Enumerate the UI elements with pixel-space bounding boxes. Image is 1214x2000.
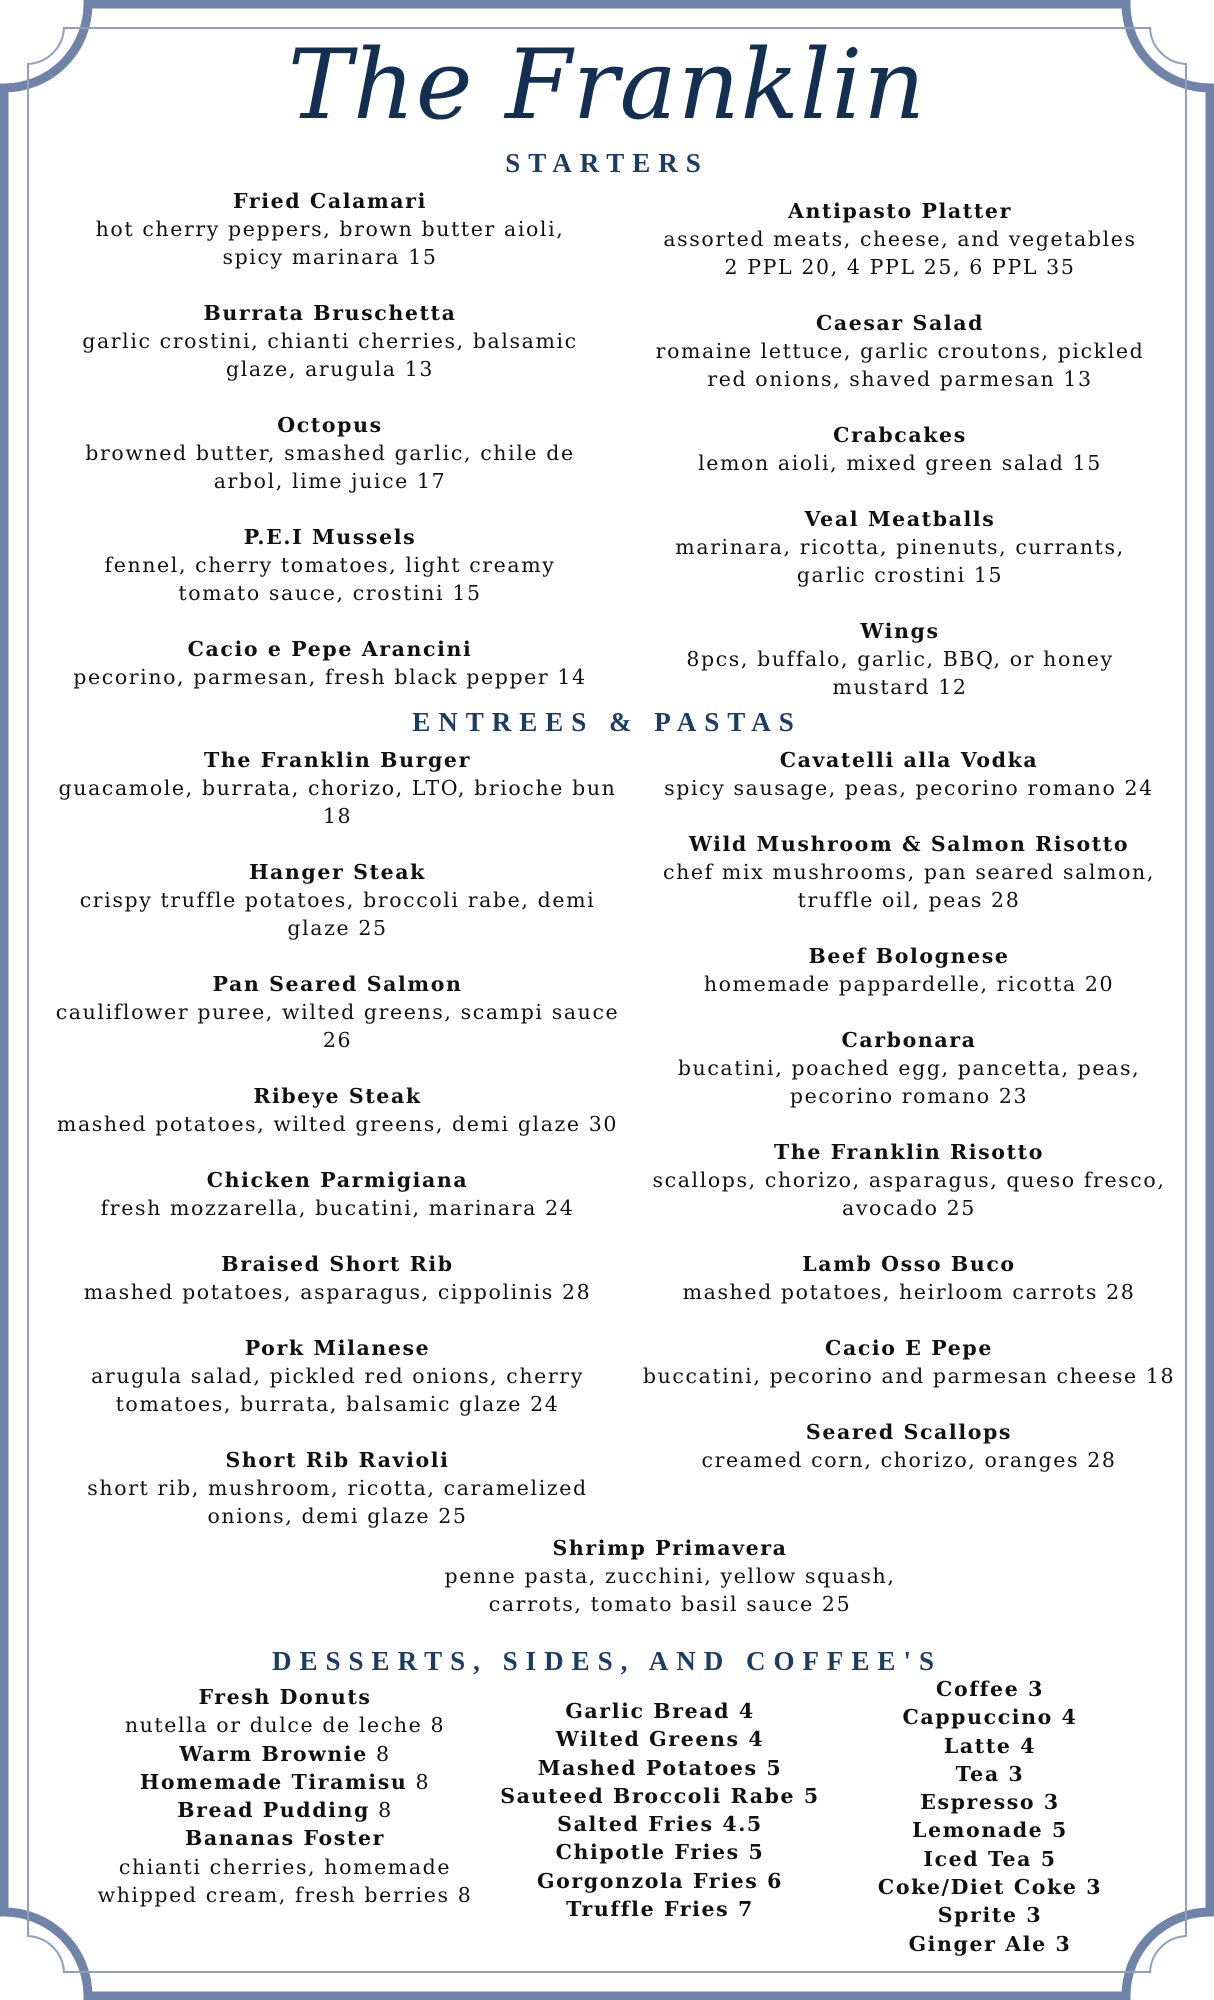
drink-item: Iced Tea 5 — [923, 1846, 1057, 1871]
menu-item — [40, 1166, 635, 1222]
menu-item-name: Hanger Steak — [249, 860, 426, 884]
entree-center — [340, 1534, 1000, 1646]
starters-left-column — [40, 187, 620, 719]
menu-item-name: Carbonara — [841, 1028, 977, 1052]
menu-item-description: homemade pappardelle, ricotta 20 — [703, 972, 1115, 996]
menu-item-name: Shrimp Primavera — [552, 1536, 788, 1560]
menu-item-name: Burrata Bruschetta — [203, 301, 457, 325]
menu-item-name: Beef Bolognese — [808, 944, 1010, 968]
menu-item — [40, 523, 620, 607]
menu-item-description: arugula salad, pickled red onions, cherry — [91, 1364, 584, 1388]
menu-item-description: tomatoes, burrata, balsamic glaze 24 — [115, 1392, 560, 1416]
drink-item: Latte 4 — [943, 1733, 1037, 1758]
menu-item-description: marinara, ricotta, pinenuts, currants, — [675, 535, 1125, 559]
menu-item — [340, 1534, 1000, 1618]
menu-item-name: Pan Seared Salmon — [212, 972, 463, 996]
menu-item-name: Antipasto Platter — [788, 199, 1012, 223]
menu-item — [40, 1082, 635, 1138]
menu-item — [40, 411, 620, 495]
menu-item-description: mustard 12 — [832, 675, 968, 699]
drink-item: Lemonade 5 — [912, 1818, 1068, 1843]
menu-item-name: P.E.I Mussels — [243, 525, 417, 549]
menu-item-name: The Franklin Burger — [204, 748, 471, 772]
side-item: Garlic Bread 4 — [565, 1699, 755, 1723]
menu-item-name: Octopus — [277, 413, 383, 437]
menu-item-description: browned butter, smashed garlic, chile de — [85, 441, 575, 465]
menu-item — [615, 617, 1185, 701]
menu-item-description: red onions, shaved parmesan 13 — [707, 367, 1093, 391]
dessert-line — [70, 1740, 500, 1768]
side-item: Salted Fries 4.5 — [557, 1812, 763, 1837]
dessert-price: 8 — [407, 1769, 431, 1794]
menu-item-description: pecorino, parmesan, fresh black pepper 14 — [73, 665, 587, 689]
dessert-description: nutella or dulce de leche 8 — [124, 1713, 446, 1738]
menu-item — [40, 1250, 635, 1306]
menu-item-description: crispy truffle potatoes, broccoli rabe, demi — [79, 888, 596, 912]
drink-item: Cappuccino 4 — [902, 1705, 1078, 1730]
menu-item-description: fennel, cherry tomatoes, light creamy — [104, 553, 556, 577]
starters-right-column — [615, 197, 1185, 729]
dessert-line — [70, 1683, 500, 1711]
menu-item — [628, 1418, 1190, 1474]
menu-item — [615, 309, 1185, 393]
side-item: Wilted Greens 4 — [555, 1727, 765, 1752]
menu-item — [615, 505, 1185, 589]
dessert-line — [70, 1881, 500, 1909]
menu-item — [40, 970, 635, 1054]
menu-item-description: garlic crostini 15 — [796, 563, 1004, 587]
menu-item — [628, 1250, 1190, 1306]
section-entrees: ENTREES & PASTAS — [412, 707, 802, 737]
menu-item-description: spicy marinara 15 — [222, 245, 438, 269]
menu-item-name: Veal Meatballs — [804, 507, 996, 531]
menu-item-name: The Franklin Risotto — [774, 1140, 1044, 1164]
menu-item-name: Pork Milanese — [244, 1336, 431, 1360]
drink-item: Sprite 3 — [937, 1903, 1043, 1928]
menu-item-name: Short Rib Ravioli — [225, 1448, 450, 1472]
menu-item — [40, 746, 635, 830]
menu-item-name: Fried Calamari — [233, 189, 427, 213]
menu-item — [628, 1138, 1190, 1222]
side-item: Truffle Fries 7 — [566, 1897, 754, 1922]
drink-item: Coke/Diet Coke 3 — [877, 1875, 1103, 1900]
menu-item-description: pecorino romano 23 — [789, 1084, 1029, 1108]
dessert-name: Fresh Donuts — [198, 1685, 372, 1709]
menu-item-description: 8pcs, buffalo, garlic, BBQ, or honey — [686, 647, 1114, 671]
side-item: Gorgonzola Fries 6 — [537, 1868, 783, 1893]
menu-item-description: onions, demi glaze 25 — [207, 1504, 468, 1528]
drink-item: Coffee 3 — [936, 1677, 1044, 1701]
menu-item — [628, 830, 1190, 914]
menu-item — [628, 746, 1190, 802]
restaurant-name: The Franklin — [287, 29, 927, 141]
menu-item-description: truffle oil, peas 28 — [797, 888, 1021, 912]
menu-item-description: 2 PPL 20, 4 PPL 25, 6 PPL 35 — [724, 255, 1076, 279]
drinks-column — [840, 1675, 1140, 1958]
menu-item-description: 18 — [322, 804, 353, 828]
menu-item-name: Wild Mushroom & Salmon Risotto — [688, 832, 1130, 856]
menu-item — [40, 299, 620, 383]
drink-item: Tea 3 — [955, 1761, 1025, 1786]
menu-item-name: Lamb Osso Buco — [802, 1252, 1016, 1276]
dessert-name: Bananas Foster — [184, 1826, 386, 1851]
menu-item — [628, 1026, 1190, 1110]
section-starters: STARTERS — [505, 148, 709, 178]
menu-item-name: Cacio e Pepe Arancini — [187, 637, 473, 661]
menu-item-description: 26 — [322, 1028, 353, 1052]
menu-item-description: spicy sausage, peas, pecorino romano 24 — [664, 776, 1154, 800]
menu-item-description: romaine lettuce, garlic croutons, pickled — [655, 339, 1145, 363]
drink-item: Ginger Ale 3 — [908, 1931, 1072, 1956]
entrees-left-column — [40, 746, 635, 1558]
menu-item — [615, 421, 1185, 477]
menu-item-description: mashed potatoes, asparagus, cippolinis 28 — [83, 1280, 592, 1304]
dessert-price: 8 — [369, 1798, 393, 1823]
dessert-line — [70, 1824, 500, 1852]
menu-item-description: short rib, mushroom, ricotta, caramelized — [87, 1476, 588, 1500]
menu-item-name: Seared Scallops — [805, 1420, 1013, 1444]
entrees-right-column — [628, 746, 1190, 1502]
menu-item-description: garlic crostini, chianti cherries, balsamic — [82, 329, 578, 353]
side-item: Chipotle Fries 5 — [555, 1840, 765, 1865]
menu-item-description: cauliflower puree, wilted greens, scampi sauce — [55, 1000, 620, 1024]
menu-item — [40, 1334, 635, 1418]
menu-item-name: Crabcakes — [833, 423, 967, 447]
menu-item-description: assorted meats, cheese, and vegetables — [663, 227, 1137, 251]
menu-item — [40, 858, 635, 942]
dessert-name: Bread Pudding — [177, 1798, 370, 1823]
menu-item-description: avocado 25 — [842, 1196, 976, 1220]
section-desserts: DESSERTS, SIDES, AND COFFEE'S — [272, 1646, 942, 1676]
sides-column — [470, 1697, 850, 1923]
menu-item — [628, 1334, 1190, 1390]
dessert-name: Warm Brownie — [179, 1741, 368, 1766]
menu-item-description: penne pasta, zucchini, yellow squash, — [444, 1564, 896, 1588]
menu-item — [40, 635, 620, 691]
menu-item-description: mashed potatoes, heirloom carrots 28 — [682, 1280, 1136, 1304]
menu-item-name: Wings — [860, 619, 940, 643]
menu-item-description: lemon aioli, mixed green salad 15 — [698, 451, 1102, 475]
dessert-line — [70, 1853, 500, 1881]
menu-item-description: buccatini, pecorino and parmesan cheese 18 — [642, 1364, 1176, 1388]
side-item: Mashed Potatoes 5 — [537, 1755, 783, 1780]
menu-item-name: Chicken Parmigiana — [206, 1168, 469, 1192]
menu-item — [615, 197, 1185, 281]
menu-item — [628, 942, 1190, 998]
menu-item-name: Braised Short Rib — [221, 1252, 454, 1276]
menu-item-description: hot cherry peppers, brown butter aioli, — [95, 217, 565, 241]
menu-item-description: bucatini, poached egg, pancetta, peas, — [677, 1056, 1141, 1080]
menu-item-description: arbol, lime juice 17 — [213, 469, 447, 493]
menu-item-description: fresh mozzarella, bucatini, marinara 24 — [100, 1196, 575, 1220]
dessert-name: Homemade Tiramisu — [139, 1769, 408, 1794]
menu-item-description: guacamole, burrata, chorizo, LTO, brioche bun — [58, 776, 617, 800]
menu-item-description: glaze, arugula 13 — [226, 357, 434, 381]
menu-item-name: Cavatelli alla Vodka — [779, 748, 1039, 772]
menu-item-name: Caesar Salad — [815, 311, 985, 335]
menu-item-description: tomato sauce, crostini 15 — [178, 581, 482, 605]
menu-item-description: carrots, tomato basil sauce 25 — [488, 1592, 852, 1616]
dessert-price: 8 — [367, 1741, 391, 1766]
menu-item — [40, 187, 620, 271]
menu-item-name: Ribeye Steak — [253, 1084, 422, 1108]
dessert-description: whipped cream, fresh berries 8 — [97, 1883, 473, 1908]
dessert-line — [70, 1796, 500, 1824]
dessert-line — [70, 1768, 500, 1796]
menu-item-name: Cacio E Pepe — [825, 1336, 993, 1360]
side-item: Sauteed Broccoli Rabe 5 — [500, 1783, 820, 1808]
menu-item-description: mashed potatoes, wilted greens, demi glaze 30 — [56, 1112, 619, 1136]
desserts-column — [70, 1683, 500, 1909]
drink-item: Espresso 3 — [920, 1790, 1060, 1815]
menu-item — [40, 1446, 635, 1530]
dessert-line — [70, 1711, 500, 1739]
menu-item-description: scallops, chorizo, asparagus, queso fresco, — [652, 1168, 1166, 1192]
menu-item-description: glaze 25 — [287, 916, 388, 940]
dessert-description: chianti cherries, homemade — [118, 1854, 452, 1879]
menu-item-description: chef mix mushrooms, pan seared salmon, — [663, 860, 1155, 884]
menu-item-description: creamed corn, chorizo, oranges 28 — [701, 1448, 1117, 1472]
